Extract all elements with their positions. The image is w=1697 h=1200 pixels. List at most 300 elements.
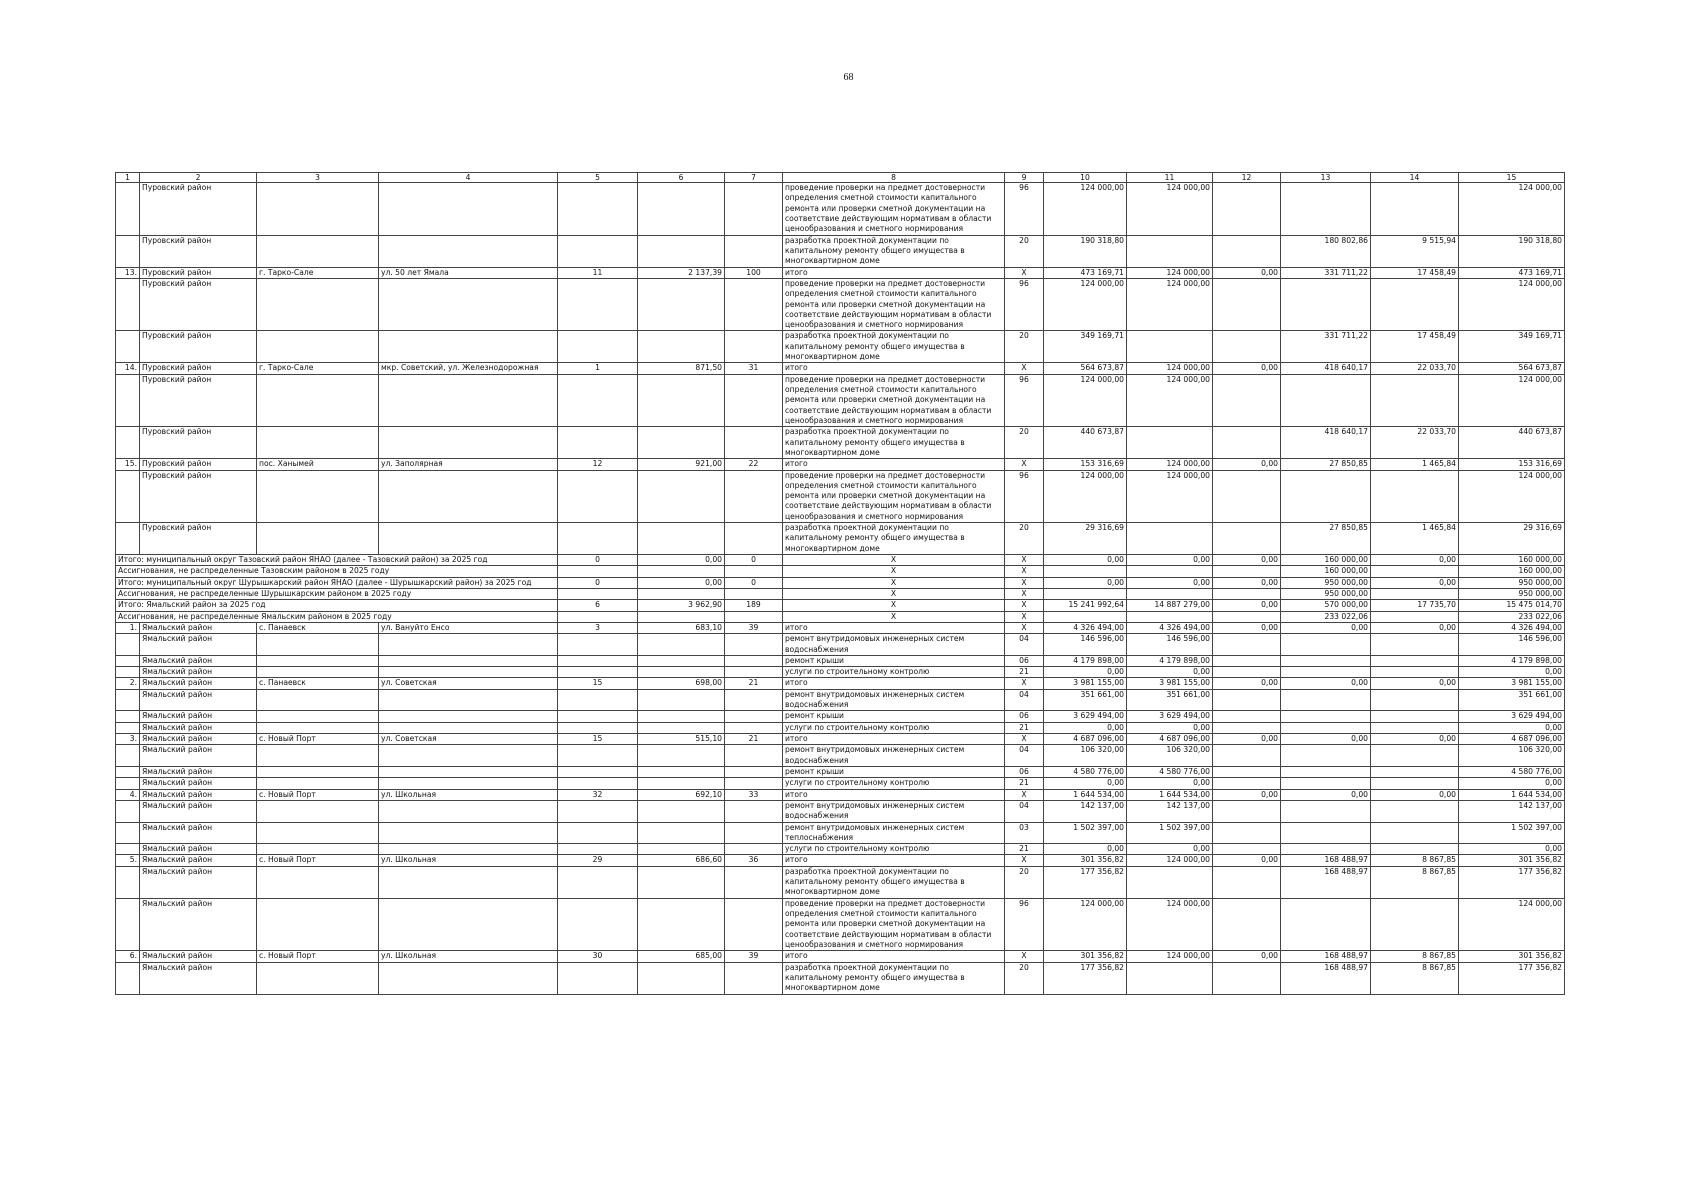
table-cell: 06 [1005,711,1044,722]
table-row [116,363,1565,374]
table-cell: ул. Заполярная [379,459,558,470]
table-cell [725,962,783,994]
table-cell: 8 867,85 [1371,951,1459,962]
table-cell: Ямальский район [140,689,257,711]
table-cell [1213,523,1281,555]
table-cell: Ямальский район [140,951,257,962]
table-cell: 3. [116,734,140,745]
table-cell: 0,00 [1213,678,1281,689]
table-cell: 5. [116,855,140,866]
table-cell: 124 000,00 [1127,374,1213,427]
table-cell: ремонт внутридомовых инженерных систем водоснабжения [783,634,1005,656]
table-cell [379,745,558,767]
table-cell: 0,00 [1044,778,1127,789]
table-cell [379,711,558,722]
table-cell: 11 [558,267,638,278]
table-cell [257,523,379,555]
table-cell: Х [783,566,1005,577]
table-cell [116,766,140,777]
table-cell: 473 169,71 [1044,267,1127,278]
table-cell: 17 735,70 [1371,600,1459,611]
table-cell [725,898,783,951]
table-cell: 515,10 [638,734,725,745]
table-cell [1213,331,1281,363]
table-cell: 153 316,69 [1044,459,1127,470]
table-cell: ул. 50 лет Ямала [379,267,558,278]
column-header: 10 [1044,173,1127,183]
table-cell [379,235,558,267]
table-row [116,734,1565,745]
table-cell [1127,588,1213,599]
table-cell: Пуровский район [140,278,257,331]
table-cell: 160 000,00 [1281,566,1371,577]
table-cell: 683,10 [638,622,725,633]
table-cell [116,745,140,767]
summary-row [116,566,1565,577]
table-cell [638,566,725,577]
table-cell: 0,00 [1459,722,1565,733]
table-cell: Пуровский район [140,374,257,427]
table-cell: 1 644 534,00 [1127,789,1213,800]
table-cell: 473 169,71 [1459,267,1565,278]
table-cell [379,427,558,459]
table-row [116,778,1565,789]
table-cell: 950 000,00 [1459,577,1565,588]
summary-label: Итого: муниципальный округ Тазовский район ЯНАО (далее - Тазовский район) за 2025 год [116,555,558,566]
table-row [116,459,1565,470]
table-cell: 4 179 898,00 [1127,655,1213,666]
table-cell: 3 981 155,00 [1044,678,1127,689]
table-cell: 233 022,06 [1281,611,1371,622]
table-cell: Пуровский район [140,331,257,363]
table-cell: разработка проектной документации по капитальному ремонту общего имущества в многоквартирном доме [783,866,1005,898]
table-cell [638,634,725,656]
table-cell: итого [783,678,1005,689]
table-cell [257,655,379,666]
table-cell: 564 673,87 [1459,363,1565,374]
table-cell [1213,634,1281,656]
table-cell: ремонт крыши [783,766,1005,777]
table-cell: Х [783,577,1005,588]
table-cell [638,374,725,427]
table-cell [379,183,558,236]
table-cell [1213,667,1281,678]
table-cell [116,722,140,733]
table-cell [558,566,638,577]
table-cell [725,566,783,577]
table-cell: 124 000,00 [1127,855,1213,866]
table-cell [1281,667,1371,678]
column-header: 11 [1127,173,1213,183]
table-cell: 36 [725,855,783,866]
table-cell: 124 000,00 [1044,470,1127,523]
table-cell [379,689,558,711]
table-cell: 0,00 [1213,855,1281,866]
table-cell: 0,00 [1127,577,1213,588]
table-cell: 20 [1005,235,1044,267]
table-cell [257,962,379,994]
table-cell [379,962,558,994]
table-cell [638,866,725,898]
table-row [116,470,1565,523]
table-cell: 8 867,85 [1371,962,1459,994]
table-cell: 440 673,87 [1044,427,1127,459]
table-row [116,962,1565,994]
table-cell [638,962,725,994]
table-cell: мкр. Советский, ул. Железнодорожная [379,363,558,374]
table-cell: 564 673,87 [1044,363,1127,374]
table-cell [1213,566,1281,577]
table-row [116,898,1565,951]
table-cell [1281,374,1371,427]
table-cell: Х [1005,855,1044,866]
table-cell: 124 000,00 [1459,183,1565,236]
table-cell: с. Новый Порт [257,951,379,962]
table-cell: пос. Ханымей [257,459,379,470]
table-row [116,183,1565,236]
summary-label: Ассигнования, не распределенные Тазовским районом в 2025 году [116,566,558,577]
table-cell [1127,427,1213,459]
table-cell: Пуровский район [140,470,257,523]
table-row [116,745,1565,767]
table-cell: с. Новый Порт [257,855,379,866]
table-cell: ремонт крыши [783,711,1005,722]
table-cell [638,523,725,555]
table-cell: проведение проверки на предмет достоверности определения сметной стоимости капитального ремонта или проверки сметной документации на соответствие действующим нормативам в области ценообразования и сметного нормирования [783,470,1005,523]
table-cell: 0,00 [1127,778,1213,789]
table-cell: разработка проектной документации по капитальному ремонту общего имущества в многоквартирном доме [783,331,1005,363]
table-cell [1213,711,1281,722]
table-cell: 9 515,94 [1371,235,1459,267]
table-cell: 950 000,00 [1281,577,1371,588]
table-cell: ремонт крыши [783,655,1005,666]
table-cell: 3 629 494,00 [1044,711,1127,722]
table-cell [725,822,783,844]
table-cell: 349 169,71 [1459,331,1565,363]
table-cell: 177 356,82 [1459,962,1565,994]
table-cell: 351 661,00 [1459,689,1565,711]
table-cell [379,778,558,789]
table-cell: 100 [725,267,783,278]
table-cell [1213,866,1281,898]
table-cell: 0,00 [1371,734,1459,745]
table-cell [379,722,558,733]
table-cell [638,766,725,777]
table-cell [1127,523,1213,555]
table-cell [558,800,638,822]
table-cell [1371,634,1459,656]
table-cell: 21 [1005,778,1044,789]
table-cell [638,898,725,951]
table-cell: 4 580 776,00 [1127,766,1213,777]
table-cell: Ямальский район [140,722,257,733]
table-cell [1371,278,1459,331]
table-row [116,427,1565,459]
table-cell [257,745,379,767]
table-cell: 124 000,00 [1044,278,1127,331]
table-cell: 0,00 [1281,734,1371,745]
table-cell: 0,00 [1213,363,1281,374]
table-cell: 0 [725,555,783,566]
table-cell [1213,427,1281,459]
table-cell [1371,711,1459,722]
table-cell: Ямальский район [140,800,257,822]
table-cell: 0,00 [1213,622,1281,633]
table-cell: Х [1005,459,1044,470]
page-number: 68 [843,72,854,83]
table-cell: 570 000,00 [1281,600,1371,611]
table-cell: 39 [725,951,783,962]
table-cell: 04 [1005,800,1044,822]
table-cell: 4. [116,789,140,800]
column-header: 5 [558,173,638,183]
table-cell: 950 000,00 [1281,588,1371,599]
table-cell [116,822,140,844]
table-cell: разработка проектной документации по капитальному ремонту общего имущества в многоквартирном доме [783,235,1005,267]
table-cell: 4 687 096,00 [1459,734,1565,745]
table-cell: 3 629 494,00 [1127,711,1213,722]
table-cell [558,331,638,363]
table-cell: 189 [725,600,783,611]
table-cell [725,778,783,789]
table-cell: 8 867,85 [1371,866,1459,898]
table-cell [1213,778,1281,789]
table-cell [257,331,379,363]
table-cell: 0,00 [1281,678,1371,689]
table-cell: 21 [1005,844,1044,855]
table-cell: 180 802,86 [1281,235,1371,267]
table-cell: Х [1005,734,1044,745]
column-header: 12 [1213,173,1281,183]
table-cell [1371,778,1459,789]
table-cell [1371,611,1459,622]
table-cell: Х [783,600,1005,611]
table-cell: 8 867,85 [1371,855,1459,866]
table-cell [638,470,725,523]
table-cell: 22 [725,459,783,470]
table-cell: 29 316,69 [1459,523,1565,555]
table-cell: Ямальский район [140,766,257,777]
table-cell [257,634,379,656]
table-row [116,822,1565,844]
table-cell [379,866,558,898]
table-cell: итого [783,855,1005,866]
summary-row [116,600,1565,611]
table-cell [1371,374,1459,427]
table-cell [725,689,783,711]
table-cell [116,962,140,994]
table-cell [379,470,558,523]
table-cell: 106 320,00 [1459,745,1565,767]
table-cell [558,183,638,236]
table-cell [725,235,783,267]
table-cell: 177 356,82 [1459,866,1565,898]
table-cell: 4 326 494,00 [1127,622,1213,633]
table-cell [1371,183,1459,236]
table-cell [1127,866,1213,898]
summary-row [116,555,1565,566]
table-cell: 15 475 014,70 [1459,600,1565,611]
table-cell [257,822,379,844]
table-cell: 1 465,84 [1371,523,1459,555]
table-cell [1371,689,1459,711]
table-cell [1213,766,1281,777]
table-cell: 692,10 [638,789,725,800]
table-cell [725,523,783,555]
table-cell [558,962,638,994]
table-cell [116,278,140,331]
table-cell [1213,962,1281,994]
table-cell [1281,470,1371,523]
table-cell [558,634,638,656]
table-row [116,789,1565,800]
table-cell [257,278,379,331]
table-cell: 160 000,00 [1459,566,1565,577]
table-cell: 233 022,06 [1459,611,1565,622]
table-cell [116,183,140,236]
table-cell: 96 [1005,470,1044,523]
table-cell: разработка проектной документации по капитальному ремонту общего имущества в многоквартирном доме [783,962,1005,994]
table-cell: 418 640,17 [1281,427,1371,459]
table-cell: Ямальский район [140,634,257,656]
table-cell [257,235,379,267]
table-cell: Х [1005,611,1044,622]
table-cell [725,722,783,733]
table-cell: 146 596,00 [1459,634,1565,656]
table-cell: 190 318,80 [1459,235,1565,267]
table-row [116,844,1565,855]
table-cell [558,470,638,523]
table-cell: 124 000,00 [1459,470,1565,523]
table-cell [1213,844,1281,855]
table-row [116,711,1565,722]
table-cell: ул. Школьная [379,789,558,800]
table-cell [1281,711,1371,722]
table-cell: проведение проверки на предмет достоверности определения сметной стоимости капитального ремонта или проверки сметной документации на соответствие действующим нормативам в области ценообразования и сметного нормирования [783,183,1005,236]
table-cell: 331 711,22 [1281,331,1371,363]
table-cell [1213,689,1281,711]
table-cell [638,689,725,711]
table-cell [1213,374,1281,427]
table-cell [558,655,638,666]
table-cell [257,898,379,951]
table-cell: 0,00 [1213,600,1281,611]
table-cell: 22 033,70 [1371,427,1459,459]
table-cell [257,183,379,236]
table-cell [1281,655,1371,666]
column-header: 14 [1371,173,1459,183]
table-cell: разработка проектной документации по капитальному ремонту общего имущества в многоквартирном доме [783,523,1005,555]
table-cell [379,523,558,555]
table-row [116,622,1565,633]
table-cell: 96 [1005,374,1044,427]
table-cell [638,183,725,236]
summary-label: Итого: Ямальский район за 2025 год [116,600,558,611]
table-cell: Х [783,588,1005,599]
table-cell [725,331,783,363]
table-cell: 4 580 776,00 [1044,766,1127,777]
table-cell: 686,60 [638,855,725,866]
table-cell: с. Новый Порт [257,734,379,745]
table-cell: 124 000,00 [1459,278,1565,331]
column-header: 4 [379,173,558,183]
table-cell: 17 458,49 [1371,267,1459,278]
table-cell: Пуровский район [140,523,257,555]
table-cell: с. Панаевск [257,678,379,689]
table-cell: Ямальский район [140,898,257,951]
table-cell [725,634,783,656]
table-cell [379,800,558,822]
table-cell: 0,00 [1281,789,1371,800]
table-cell [1281,722,1371,733]
table-cell [1281,634,1371,656]
table-cell: 0,00 [1044,722,1127,733]
table-cell: 06 [1005,766,1044,777]
table-cell: ул. Вануйто Енсо [379,622,558,633]
table-cell: Ямальский район [140,822,257,844]
table-cell: 124 000,00 [1127,951,1213,962]
table-cell: итого [783,734,1005,745]
table-cell: Ямальский район [140,655,257,666]
table-cell: 06 [1005,655,1044,666]
table-cell: ул. Школьная [379,855,558,866]
table-cell: Ямальский район [140,711,257,722]
table-cell [638,722,725,733]
table-cell: проведение проверки на предмет достоверности определения сметной стоимости капитального ремонта или проверки сметной документации на соответствие действующим нормативам в области ценообразования и сметного нормирования [783,898,1005,951]
table-cell [558,766,638,777]
table-cell: 168 488,97 [1281,866,1371,898]
table-cell [558,427,638,459]
table-cell: ул. Советская [379,678,558,689]
column-header: 3 [257,173,379,183]
table-cell: итого [783,459,1005,470]
table-cell: 0,00 [1044,844,1127,855]
table-cell: 22 033,70 [1371,363,1459,374]
table-cell: 0,00 [1371,555,1459,566]
table-cell: 124 000,00 [1127,459,1213,470]
table-cell: 698,00 [638,678,725,689]
table-cell: 0,00 [1044,667,1127,678]
table-cell: Ямальский район [140,962,257,994]
table-cell: услуги по строительному контролю [783,844,1005,855]
table-cell [379,822,558,844]
header-row [116,173,1565,183]
table-cell: 4 580 776,00 [1459,766,1565,777]
table-cell: Ямальский район [140,667,257,678]
table-row [116,800,1565,822]
table-cell: 0 [558,577,638,588]
table-cell [558,711,638,722]
table-cell [725,655,783,666]
table-cell: 124 000,00 [1127,183,1213,236]
table-cell: Пуровский район [140,183,257,236]
table-cell [725,711,783,722]
table-cell: с. Панаевск [257,622,379,633]
table-cell: 4 179 898,00 [1044,655,1127,666]
table-cell: 106 320,00 [1127,745,1213,767]
table-cell [1281,844,1371,855]
table-cell [558,667,638,678]
table-cell: 331 711,22 [1281,267,1371,278]
table-cell: 0,00 [1371,622,1459,633]
table-cell [116,374,140,427]
table-cell [116,470,140,523]
table-cell: проведение проверки на предмет достоверности определения сметной стоимости капитального ремонта или проверки сметной документации на соответствие действующим нормативам в области ценообразования и сметного нормирования [783,278,1005,331]
table-cell: разработка проектной документации по капитальному ремонту общего имущества в многоквартирном доме [783,427,1005,459]
table-cell: 124 000,00 [1459,898,1565,951]
table-cell: 0,00 [1213,951,1281,962]
table-cell [116,711,140,722]
